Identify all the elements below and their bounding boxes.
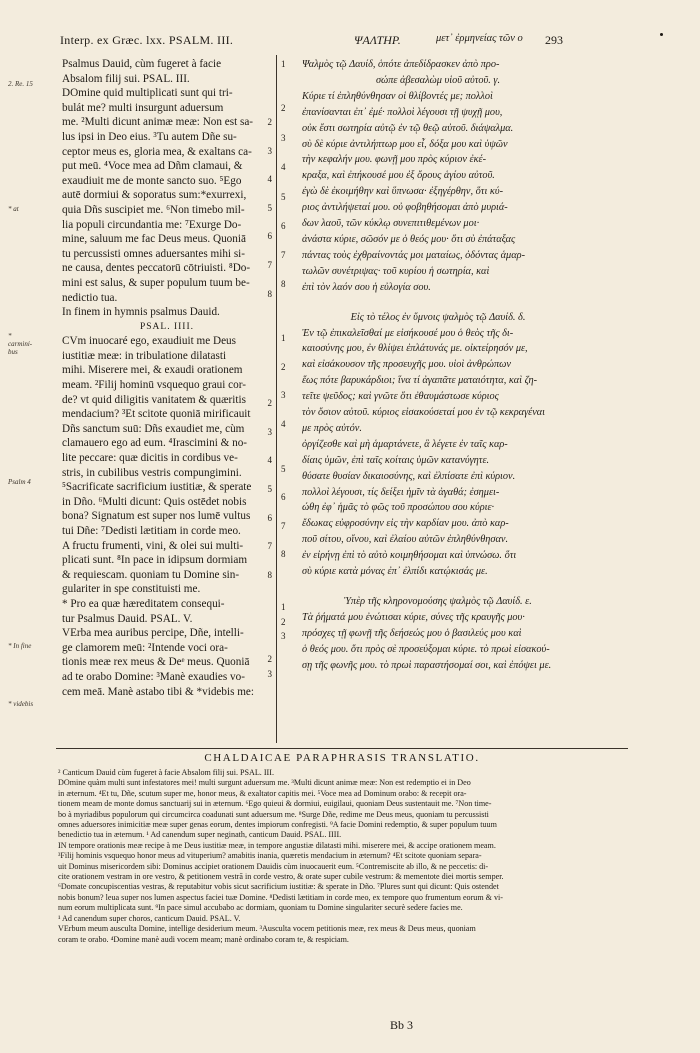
text-line: δίαις ὑμῶν, ἐπὶ ταῖς κοίταις ὑμῶν κατανύγητε. <box>302 454 490 466</box>
text-line: A fructu frumenti, vini, & olei sui multi- <box>62 539 244 552</box>
psalm-title: Absalom filij sui. PSAL. III. <box>62 72 190 85</box>
margin-note: * at <box>8 205 19 213</box>
text-line: mihi. Miserere mei, & exaudi orationem <box>62 364 243 377</box>
text-line: τεῖτε ψεῦδος; καὶ γνῶτε ὅτι ἐθαυμάστωσε κύριος <box>302 391 499 403</box>
psalm-title: Ὑπὲρ τῆς κληρονομούσης ψαλμὸς τῷ Δαυίδ. ε. <box>344 596 532 607</box>
psalm-title: σώπε ἀβεσαλὼμ υἱοῦ αὐτοῦ. γ. <box>375 74 501 86</box>
text-line: plicati sunt. ⁸In pace in idipsum dormiam <box>62 554 248 567</box>
text-line: ne causa, dentes peccatorū cōtriuisti. ⁸Do- <box>62 262 251 275</box>
paraphrase-line: benedictio tua in æternum. ¹ Ad canendum super neginath, canticum Dauid. PSAL. IIII. <box>58 830 342 840</box>
psalm-title: In finem in hymnis psalmus Dauid. <box>62 306 220 319</box>
paraphrase-line: nobis bonum? leua super nos lumen aspectus faciei tuæ Domine. ⁸Dedisti lætitiam in corde meo, ex tempore quo frumentum eorum & vi- <box>58 892 503 902</box>
paraphrase-line: bo à myriadibus populorum qui circumcirca coadunati sunt aduersum me. ⁸Surge Dñe, redime me Deus meus, quoniam tu percussisti <box>58 809 489 819</box>
text-line: clamauero ego ad eum. ⁴Irascimini & no- <box>62 437 248 450</box>
text-line: exaudiuit me de monte sancto suo. ⁵Ego <box>62 174 242 187</box>
text-line: mini est salus, & super populum tuum be- <box>62 276 250 289</box>
margin-note: * In fine <box>8 642 32 650</box>
text-line: θύσατε θυσίαν δικαιοσύνης, καὶ ἐλπίσατε ἐπὶ κύριον. <box>302 470 516 482</box>
text-line: οὐκ ἔστι σωτηρία αὐτῷ ἐν τῷ θεῷ αὐτοῦ. διάψαλμα. <box>302 122 514 134</box>
verse-numbers-latin: 2 3 4 5 6 7 8 2 3 4 5 6 7 8 2 3 <box>267 117 272 679</box>
paraphrase-line: ² Canticum Dauid cùm fugeret à facie Absalom filij sui. PSAL. III. <box>58 768 274 777</box>
paraphrase-line: coram te orabo. ⁴Domine manè audi vocem meam; manè ordinabo coram te, & respiciam. <box>58 934 349 944</box>
text-line: ώθη ἐφ᾽ ἡμᾶς τὸ φῶς τοῦ προσώπου σου κύριε· <box>302 502 495 514</box>
text-line: Κύριε τί ἐπληθύνθησαν οἱ θλίβοντές με; πολλοὶ <box>302 90 493 102</box>
text-line: κραξα, καὶ ἐπήκουσέ μου ἐξ ὄρους ἁγίου αὐτοῦ. <box>302 170 495 182</box>
text-line: ἀνάστα κύριε, σῶσόν με ὁ θεός μου· ὅτι σὺ ἐπάταξας <box>302 233 516 245</box>
text-line: ⁵Sacrificate sacrificium iustitiæ, & sperate <box>62 481 252 494</box>
paraphrase-line: ⁶Domate concupiscentias vestras, & reputabitur vobis sicut sacrificium iustitiæ: & sperate in Dño. ⁷Plures sunt qui dicunt: Quis ostendet <box>58 882 499 892</box>
text-line: τὴν κεφαλήν μου. φωνῇ μου πρὸς κύριον ἐκέ- <box>302 154 487 166</box>
text-line: bona? Signatum est super nos lumē vultus <box>62 510 251 523</box>
text-line: ποῦ σίτου, οἴνου, καὶ ἐλαίου αὐτῶν ἐπληθύνθησαν. <box>302 534 509 546</box>
text-line: Ἐν τῷ ἐπικαλεῖσθαί με εἰσήκουσέ μου ὁ θεὸς τῆς δι- <box>302 327 514 339</box>
text-line: mendacium? ³Et scitote quoniā mirificauit <box>62 408 251 421</box>
text-line: nedictio tua. <box>62 291 118 304</box>
paraphrase-line: ³Filij hominis vsquequo honor meus ad vituperium? amabitis inania, quæretis mendacium in æternum? ⁴Et scitote quoniam separa- <box>58 851 482 861</box>
text-line: lite peccare: quæ dicitis in cordibus ve- <box>62 452 238 465</box>
text-line: me. ²Multi dicunt animæ meæ: Non est sa- <box>62 116 254 129</box>
text-line: & requiescam. quoniam tu Domine sin- <box>62 568 240 581</box>
paraphrase-line: uit Dominus misericordem sibi: Dominus accipiet orationem Dauidis cùm inuocauerit eum. ⁵Contremiscite ab illo, & ne peccetis: di- <box>58 861 489 871</box>
ink-mark <box>660 33 663 36</box>
greek-column <box>302 57 574 674</box>
text-line: καιοσύνης μου, ἐν θλίψει ἐπλάτυνάς με. οἰκτείρησόν με, <box>302 343 528 355</box>
text-line: σὺ κύριε κατὰ μόνας ἐπ᾽ ἐλπίδι κατῴκισάς με. <box>302 566 488 578</box>
margin-note: Psalm 4 <box>8 478 31 486</box>
text-line: iustitiæ meæ: in tribulatione dilatasti <box>62 349 227 362</box>
text-line: δων λαοῦ, τῶν κύκλῳ συνεπιτιθεμένων μοι· <box>302 218 480 230</box>
text-line: ἔδωκας εὐφροσύνην εἰς τὴν καρδίαν μου. ἀπὸ καρ- <box>302 518 509 530</box>
latin-column <box>62 57 272 699</box>
text-line: CVm inuocaré ego, exaudiuit me Deus <box>62 335 236 348</box>
text-line: πολλοὶ λέγουσι, τίς δείξει ἡμῖν τὰ ἀγαθά; ἐσημει- <box>302 486 500 498</box>
paraphrase-line: VErbum meum ausculta Domine, intellige desiderium meum. ³Ausculta vocem petitionis meæ, rex meus & Deus meus, quoniam <box>58 924 476 934</box>
text-line: cem meā. Manè astabo tibi & *videbis me: <box>62 685 255 698</box>
margin-note: * videbis <box>8 700 34 708</box>
paraphrase-line: in æternum. ⁴Et tu, Dñe, scutum super me, honor meus, & exaltator capitis mei. ⁵Voce mea ad Dominum orabo: & recepit ora- <box>58 788 467 798</box>
text-line: ἐν εἰρήνῃ ἐπὶ τὸ αὐτὸ κοιμηθήσομαι καὶ ὑπνώσω. ὅτι <box>302 550 517 562</box>
text-line: lus ipsi in Deo eius. ³Tu autem Dñe su- <box>62 130 237 143</box>
text-line: in Dño. ⁶Multi dicunt: Quis ostēdet nobis <box>62 495 247 508</box>
running-head-greek: ΨΑΛΤΗΡ. <box>354 33 401 47</box>
text-line: ὀργίζεσθε καὶ μὴ ἁμαρτάνετε, ἃ λέγετε ἐν ταῖς καρ- <box>302 438 508 450</box>
psalm-number: PSAL. IIII. <box>139 321 194 332</box>
text-line: ἕως πότε βαρυκάρδιοι; ἵνα τί ἀγαπᾶτε ματαιότητα, καὶ ζη- <box>302 375 537 387</box>
text-line: Dñs sanctum suū: Dñs exaudiet me, cùm <box>62 422 245 435</box>
text-line: gulariter in spe constituisti me. <box>62 583 201 596</box>
paraphrase-line: IN tempore orationis meæ recipe à me Deus iustitiæ meæ, in tempore angustiæ dilatasti mihi. miserere mei, & accipe orationem meam. <box>58 840 496 850</box>
running-head-greek-sub: μετ᾽ ἐρμηνείας τῶν ο <box>436 33 523 44</box>
signature-mark: Bb 3 <box>390 1018 414 1032</box>
paraphrase-line: cite orationem vestram in ore vestro, & petitionem vestrā in corde vestro, & orate super cubile vestrum: & mementote diei mortis semper. <box>58 872 504 882</box>
text-line: πάντας τοὺς ἐχθραίνοντάς μοι ματαίως, ὀδόντας ἁμαρ- <box>302 249 525 261</box>
margin-note: 2. Re. 15 <box>8 80 33 88</box>
paraphrase-line: tionem meam de monte domus sanctuarij sui in æternum. ⁶Ego quieui & dormiui, euigilaui, quoniam Deus sustentauit me. ⁷Non time- <box>58 799 492 809</box>
paraphrase-line: ¹ Ad canendum super choros, canticum Dauid. PSAL. V. <box>58 913 241 923</box>
text-line: τὸν ὅσιον αὐτοῦ. κύριος εἰσακούσεταί μου ἐν τῷ κεκραγέναι <box>302 407 546 419</box>
psalm-title: * Pro ea quæ hæreditatem consequi- <box>62 597 225 610</box>
verse-numbers-greek: 1 2 3 4 5 6 7 8 1 2 3 4 5 6 7 8 1 2 3 <box>281 59 286 642</box>
paraphrase-block <box>58 768 630 945</box>
text-line: tui Dñe: ⁷Dedisti lætitiam in corde meo. <box>62 525 241 537</box>
text-line: mine, saluum me fac Deus meus. Quoniā <box>62 233 246 246</box>
paraphrase-line: DOmine quàm multi sunt infestatores mei! multi surgunt aduersum me. ³Multi dicunt animæ meæ: Non est redemptio ei in Deo <box>58 778 471 788</box>
text-line: σῃ τῆς φωνῆς μου. τὸ πρωὶ παραστήσομαί σοι, καὶ ἐπόψει με. <box>302 659 552 671</box>
text-line: ριος ἀντιλήψεταί μου. οὐ φοβηθήσομαι ἀπὸ μυριά- <box>302 202 508 214</box>
section-rule <box>56 748 628 749</box>
text-line: VErba mea auribus percipe, Dñe, intelli- <box>62 627 244 640</box>
paraphrase-line: omnes aduersores inimicitiæ meæ super genas eorum, dentes impiorum confregisti. ⁹A facie Domini redemptio, & super populum tuum <box>58 820 497 830</box>
text-line: stris, in cubilibus vestris compungimini. <box>62 466 242 479</box>
text-line: ad te orabo Domine: ³Manè exaudies vo- <box>62 670 245 683</box>
text-line: σὺ δὲ κύριε ἀντιλήπτωρ μου εἶ, δόξα μου καὶ ὑψῶν <box>302 138 508 150</box>
text-line: quia Dñs suscipiet me. ⁶Non timebo mil- <box>62 203 245 216</box>
text-line: ge clamorem meū: ²Intende voci ora- <box>62 641 228 654</box>
text-line: put meū. ⁴Voce mea ad Dñm clamaui, & <box>62 160 243 173</box>
text-line: ceptor meus es, gloria mea, & exaltans ca- <box>62 145 252 158</box>
margin-note: * carmini-bus <box>8 332 33 356</box>
text-line: de? vt quid diligitis vanitatem & quæritis <box>62 393 246 406</box>
column-rule <box>276 55 277 743</box>
text-line: bulát me? multi insurgunt aduersum <box>62 101 224 114</box>
running-head-latin: Interp. ex Græc. lxx. PSALM. III. <box>60 33 234 47</box>
psalm-title: Εἰς τὸ τέλος ἐν ὕμνοις ψαλμὸς τῷ Δαυίδ. δ. <box>350 311 526 323</box>
text-line: ἐγὼ δὲ ἐκοιμήθην καὶ ὕπνωσα· ἐξηγέρθην, ὅτι κύ- <box>302 186 503 198</box>
psalm-title: Psalmus Dauid, cùm fugeret à facie <box>62 58 222 70</box>
text-line: ἐπὶ τὸν λαόν σου ἡ εὐλογία σου. <box>302 281 431 293</box>
paraphrase-heading: CHALDAICAE PARAPHRASIS TRANSLATIO. <box>204 752 480 764</box>
text-line: με πρὸς αὐτόν. <box>302 422 362 434</box>
text-line: τωλῶν συνέτριψας· τοῦ κυρίου ἡ σωτηρία, καὶ <box>302 265 490 277</box>
text-line: lia populi circundantia me: ⁷Exurge Do- <box>62 218 242 231</box>
text-line: tionis meæ rex meus & Deᵉ meus. Quoniā <box>62 656 250 669</box>
page-number: 293 <box>545 33 563 47</box>
psalm-title: tur Psalmus Dauid. PSAL. V. <box>62 612 193 625</box>
text-line: ἐπανίσανται ἐπ᾽ ἐμέ· πολλοὶ λέγουσι τῇ ψυχῇ μου, <box>302 106 503 118</box>
text-line: ὁ θεός μου. ὅτι πρὸς σὲ προσεύξομαι κύριε. τὸ πρωὶ εἰσακού- <box>302 643 550 655</box>
psalm-title: Ψαλμὸς τῷ Δαυίδ, ὁπότε ἀπεδίδρασκεν ἀπὸ προ- <box>302 59 500 70</box>
text-line: meam. ²Filij hominū vsquequo graui cor- <box>62 379 246 392</box>
text-line: tu percussisti omnes aduersantes mihi si- <box>62 247 246 260</box>
text-line: καὶ εἰσάκουσον τῆς προσευχῆς μου. υἱοὶ ἀνθρώπων <box>302 359 511 371</box>
paraphrase-line: num eorum multiplicata sunt. ⁹In pace simul accubabo ac dormiam, quoniam tu Domine singulariter securè sedere facies me. <box>58 903 463 913</box>
text-line: πρόσχες τῇ φωνῇ τῆς δεήσεώς μου ὁ βασιλεύς μου καὶ <box>302 627 522 639</box>
text-line: DOmine quid multiplicati sunt qui tri- <box>62 87 233 100</box>
text-line: autē dormiui & soporatus sum:*exurrexi, <box>62 189 247 202</box>
text-line: Τὰ ῥήματά μου ἐνώτισαι κύριε, σύνες τῆς κραυγῆς μου· <box>302 611 525 623</box>
